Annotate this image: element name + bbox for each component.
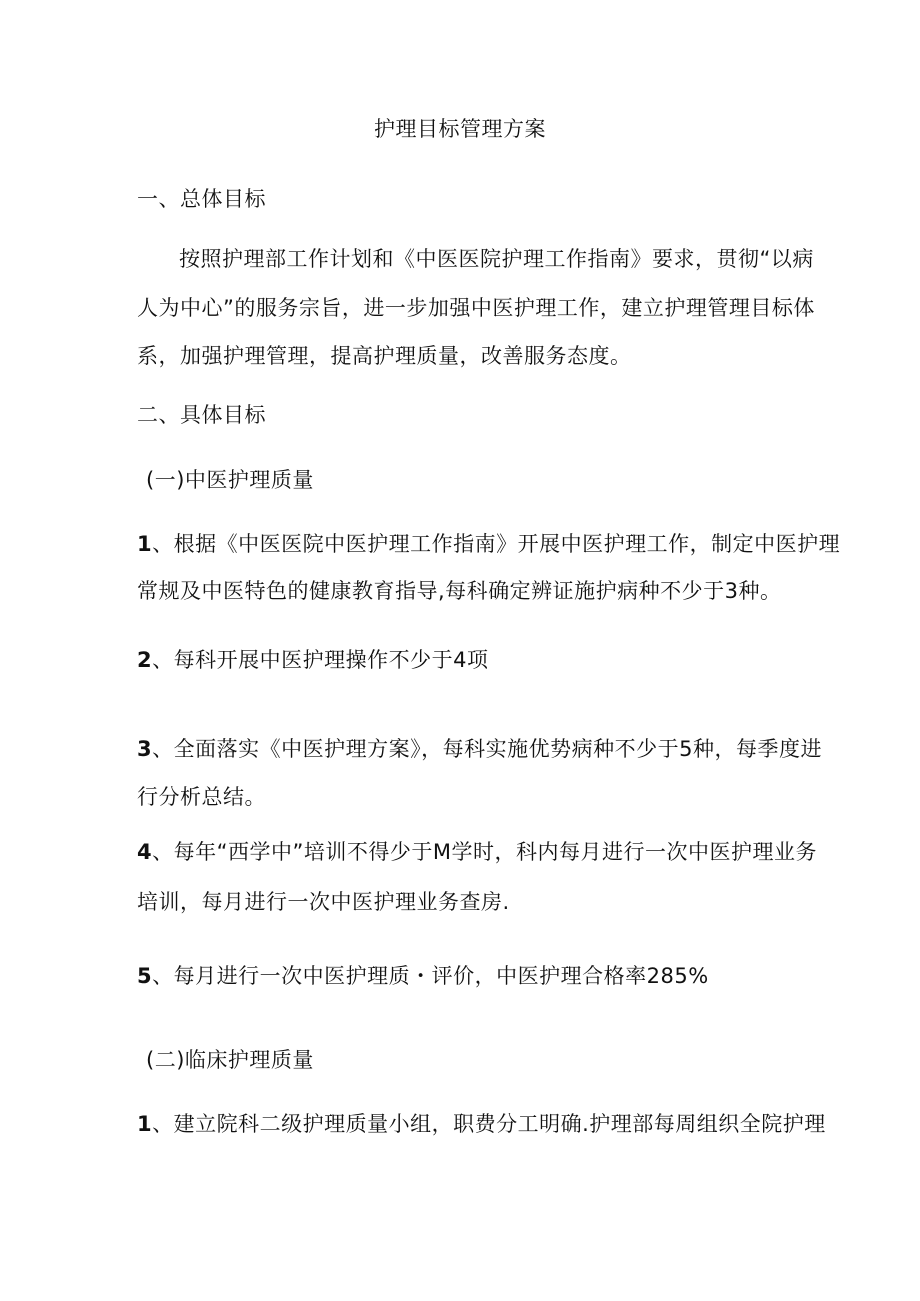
overall-goals-line-1: 按照护理部工作计划和《中医医院护理工作指南》要求，贯彻“以病 — [179, 247, 814, 271]
list-item-1-line-1 — [137, 530, 840, 558]
subsection-heading-clinical-quality: (二)临床护理质量 — [146, 1048, 314, 1072]
list-item-text: 、全面落实《中医护理方案》，每科实施优势病种不少于5种，每季度进 — [152, 737, 822, 761]
list-item-5-line-1 — [137, 962, 709, 990]
list-item-3-line-2: 行分析总结。 — [137, 785, 266, 809]
clinical-list-item-1-line-1 — [137, 1110, 826, 1138]
section-heading-overall-goals: 一、总体目标 — [137, 187, 266, 211]
list-item-text: 、每科开展中医护理操作不少于4项 — [152, 648, 489, 672]
list-item-4-line-1 — [137, 838, 817, 866]
list-item-number: 4 — [137, 840, 153, 864]
list-item-1-line-2: 常规及中医特色的健康教育指导,每科确定辨证施护病种不少于3种。 — [137, 579, 782, 603]
list-item-text: 、每月进行一次中医护理质・评价，中医护理合格率285% — [152, 964, 709, 988]
subsection-heading-tcm-quality: (一)中医护理质量 — [146, 468, 314, 492]
document-title: 护理目标管理方案 — [374, 117, 546, 141]
list-item-number: 1 — [137, 1112, 153, 1136]
list-item-number: 5 — [137, 964, 153, 988]
list-item-number: 3 — [137, 737, 153, 761]
overall-goals-line-3: 系，加强护理管理，提高护理质量，改善服务态度。 — [137, 344, 632, 368]
overall-goals-line-2: 人为中心”的服务宗旨，进一步加强中医护理工作，建立护理管理目标体 — [137, 296, 815, 320]
list-item-text: 、建立院科二级护理质量小组，职费分工明确.护理部每周组织全院护理 — [152, 1112, 826, 1136]
list-item-text: 、根据《中医医院中医护理工作指南》开展中医护理工作，制定中医护理 — [152, 532, 841, 556]
list-item-number: 1 — [137, 532, 153, 556]
list-item-number: 2 — [137, 648, 153, 672]
list-item-4-line-2: 培训，每月进行一次中医护理业务查房. — [137, 890, 510, 914]
list-item-2-line-1 — [137, 646, 489, 674]
list-item-text: 、每年“西学中”培训不得少于M学时，科内每月进行一次中医护理业务 — [152, 840, 817, 864]
list-item-3-line-1 — [137, 735, 822, 763]
section-heading-specific-goals: 二、具体目标 — [137, 403, 266, 427]
